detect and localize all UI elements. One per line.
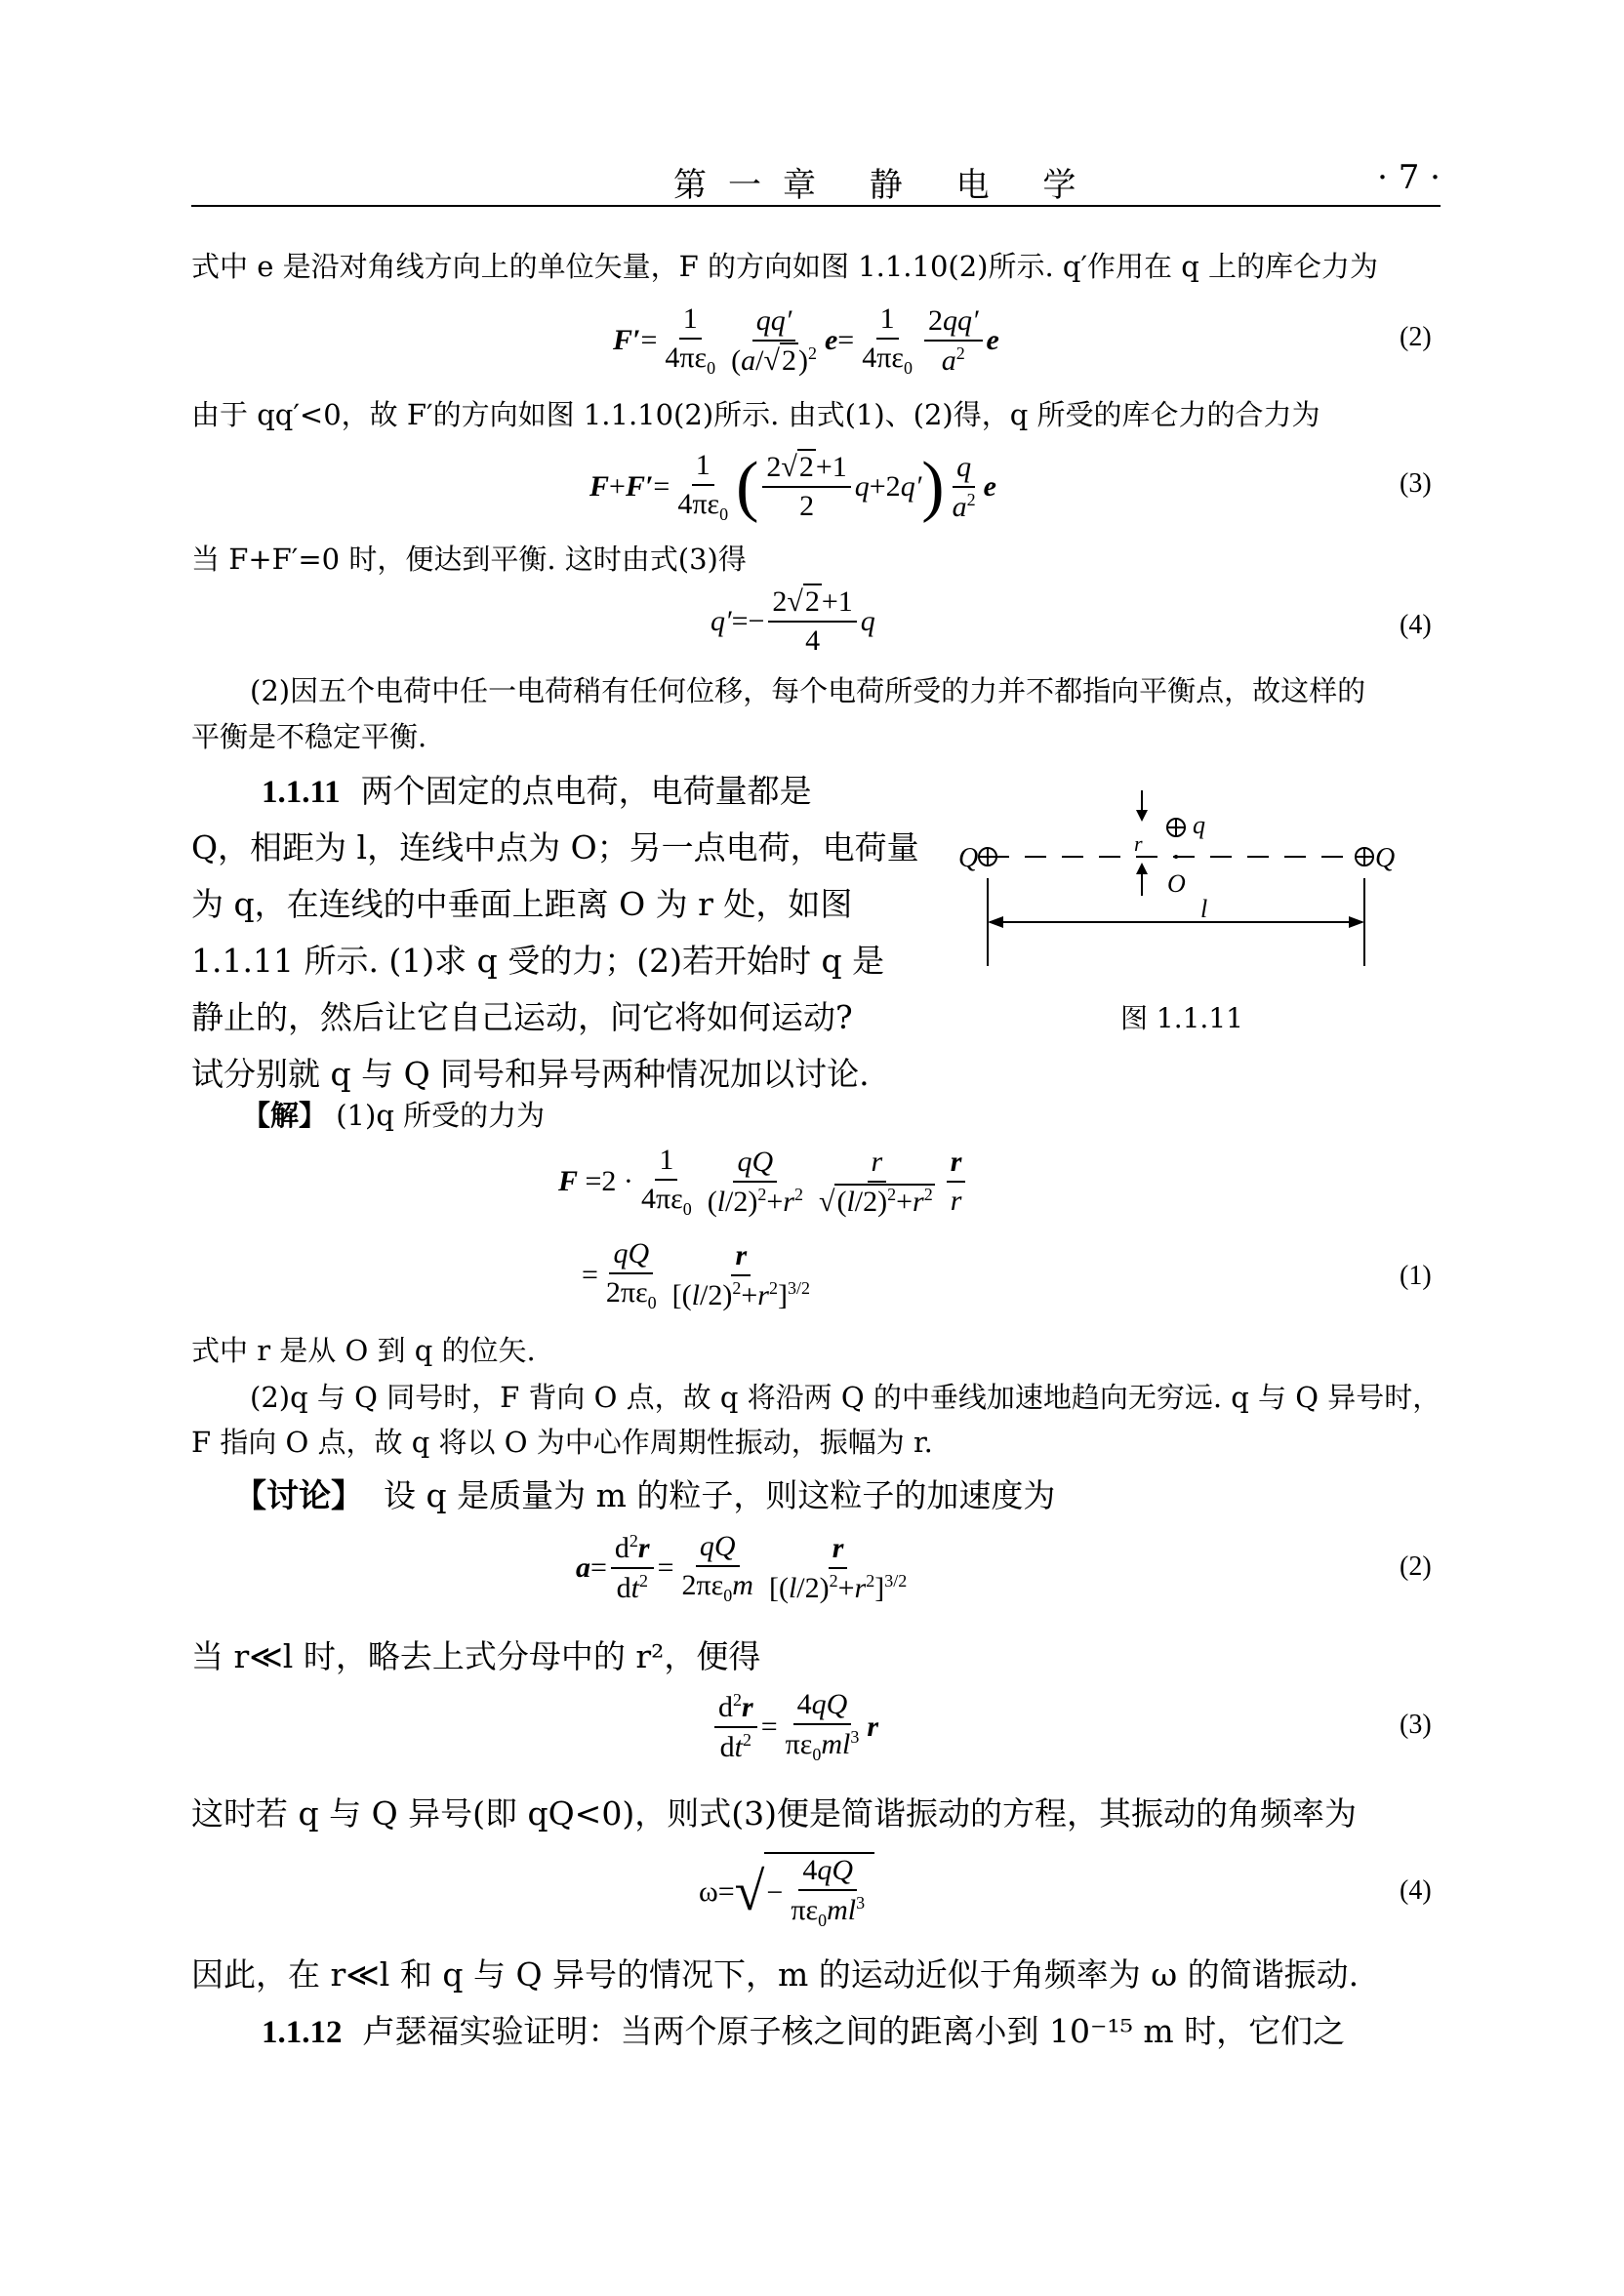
label-O: O	[1167, 869, 1186, 898]
problem-statement-line6: 试分别就 q 与 Q 同号和异号两种情况加以讨论.	[191, 1055, 870, 1093]
equation-number: (3)	[1400, 468, 1432, 499]
paragraph-4-line2: 平衡是不稳定平衡.	[191, 720, 427, 753]
label-l: l	[1200, 895, 1208, 923]
equation-number: (4)	[1400, 1875, 1432, 1906]
problem-statement-line1: 1.1.11 两个固定的点电荷，电荷量都是	[262, 772, 812, 810]
problem-1-1-12-line: 1.1.12 卢瑟福实验证明：当两个原子核之间的距离小到 10⁻¹⁵ m 时，它们之	[262, 2012, 1346, 2050]
problem-statement-line3: 为 q，在连线的中垂面上距离 O 为 r 处，如图	[191, 885, 853, 923]
midpoint-O	[1174, 855, 1178, 859]
equation-force-line1: F =2 · $\frac{1}{4\pi\varepsilon_0}$ $\frac{qQ}{(l/2)^2+r^2}$ $\frac{r}{√(l/2)^2+r^2}$ $\frac{r}{r}$	[558, 1144, 969, 1220]
label-r: r	[1134, 831, 1143, 856]
paragraph-7: 当 r≪l 时，略去上式分母中的 r²，便得	[191, 1637, 761, 1675]
problem-number: 1.1.12	[262, 2015, 343, 2050]
problem-number: 1.1.11	[262, 775, 341, 810]
paragraph-6-line1: (2)q 与 Q 同号时，F 背向 O 点，故 q 将沿两 Q 的中垂线加速地趋向无穷远. q 与 Q 异号时，	[250, 1381, 1441, 1414]
discussion-label: 【讨论】	[234, 1476, 363, 1514]
equation-net-force: F + F′ = $\frac{1}{4\pi\varepsilon_0}$ ( $\frac{2√2+1}{2}$ q +2 q′ ) $\frac{q}{a^2}$ e	[589, 449, 996, 524]
left-charge-Q	[979, 848, 996, 866]
solution-line: 【解】 (1)q 所受的力为	[242, 1099, 546, 1132]
right-charge-Q	[1356, 848, 1373, 866]
problem-statement-line2: Q，相距为 l，连线中点为 O；另一点电荷，电荷量	[191, 828, 919, 866]
equation-number: (2)	[1400, 322, 1432, 352]
paragraph-6-line2: F 指向 O 点，故 q 将以 O 为中心作周期性振动，振幅为 r.	[191, 1426, 933, 1459]
page-number: · 7 ·	[1377, 158, 1441, 197]
chapter-title: 第一章 静 电 学	[673, 166, 1098, 205]
equation-number: (3)	[1400, 1710, 1432, 1740]
equation-f-prime: F′ = $\frac{1}{4\pi\varepsilon_0}$ $\frac{qq'}{(a/√2)^2}$ e = $\frac{1}{4\pi\varepsilon_0}$ $\frac{2qq'}{a^2}$ e	[613, 302, 999, 378]
test-charge-q	[1167, 819, 1185, 836]
page-header	[191, 156, 1441, 207]
label-q: q	[1193, 811, 1205, 839]
paragraph-4-line1: (2)因五个电荷中任一电荷稍有任何位移，每个电荷所受的力并不都指向平衡点，故这样的	[250, 674, 1366, 707]
problem-statement-line4: 1.1.11 所示. (1)求 q 受的力；(2)若开始时 q 是	[191, 942, 885, 980]
paragraph-3: 当 F+F′=0 时，便达到平衡. 这时由式(3)得	[191, 543, 747, 576]
equation-acceleration: a = $\frac{d^2r}{dt^2}$ = $\frac{qQ}{2\pi\varepsilon_0m}$ $\frac{r}{[(l/2)^2+r^2]^{3/2}}$	[576, 1530, 908, 1605]
equation-angular-frequency: ω= √ − $\frac{4qQ}{\pi\varepsilon_0ml^3}$	[699, 1852, 874, 1931]
label-Q-right: Q	[1375, 843, 1396, 873]
equation-q-prime: q′ =− $\frac{2√2+1}{4}$ q	[710, 585, 875, 657]
label-Q-left: Q	[958, 843, 979, 873]
paragraph-2: 由于 qq′<0，故 F′的方向如图 1.1.10(2)所示. 由式(1)、(2)得，q 所受的库仑力的合力为	[191, 398, 1320, 431]
figure-charges-diagram	[937, 771, 1405, 986]
equation-shm: $\frac{d^2r}{dt^2}$ = $\frac{4qQ}{\pi\varepsilon_0ml^3}$ r	[710, 1688, 878, 1765]
solution-label: 【解】	[242, 1099, 328, 1132]
paragraph-5: 式中 r 是从 O 到 q 的位矢.	[191, 1334, 536, 1367]
equation-number: (2)	[1400, 1551, 1432, 1582]
problem-statement-line5: 静止的，然后让它自己运动，问它将如何运动?	[191, 998, 853, 1036]
paragraph-9: 因此，在 r≪l 和 q 与 Q 异号的情况下，m 的运动近似于角频率为 ω 的简谐振动.	[191, 1955, 1360, 1994]
figure-caption: 图 1.1.11	[1120, 1002, 1243, 1034]
equation-force-line2: = $\frac{qQ}{2\pi\varepsilon_0}$ $\frac{r}{[(l/2)^2+r^2]^{3/2}}$	[582, 1237, 810, 1312]
equation-number: (1)	[1400, 1261, 1432, 1291]
discussion-line: 【讨论】 设 q 是质量为 m 的粒子，则这粒子的加速度为	[234, 1476, 1056, 1514]
paragraph-1: 式中 e 是沿对角线方向上的单位矢量，F 的方向如图 1.1.10(2)所示. q′作用在 q 上的库仑力为	[191, 250, 1379, 283]
paragraph-8: 这时若 q 与 Q 异号(即 qQ<0)，则式(3)便是简谐振动的方程，其振动的角频率为	[191, 1794, 1357, 1833]
equation-number: (4)	[1400, 610, 1432, 640]
